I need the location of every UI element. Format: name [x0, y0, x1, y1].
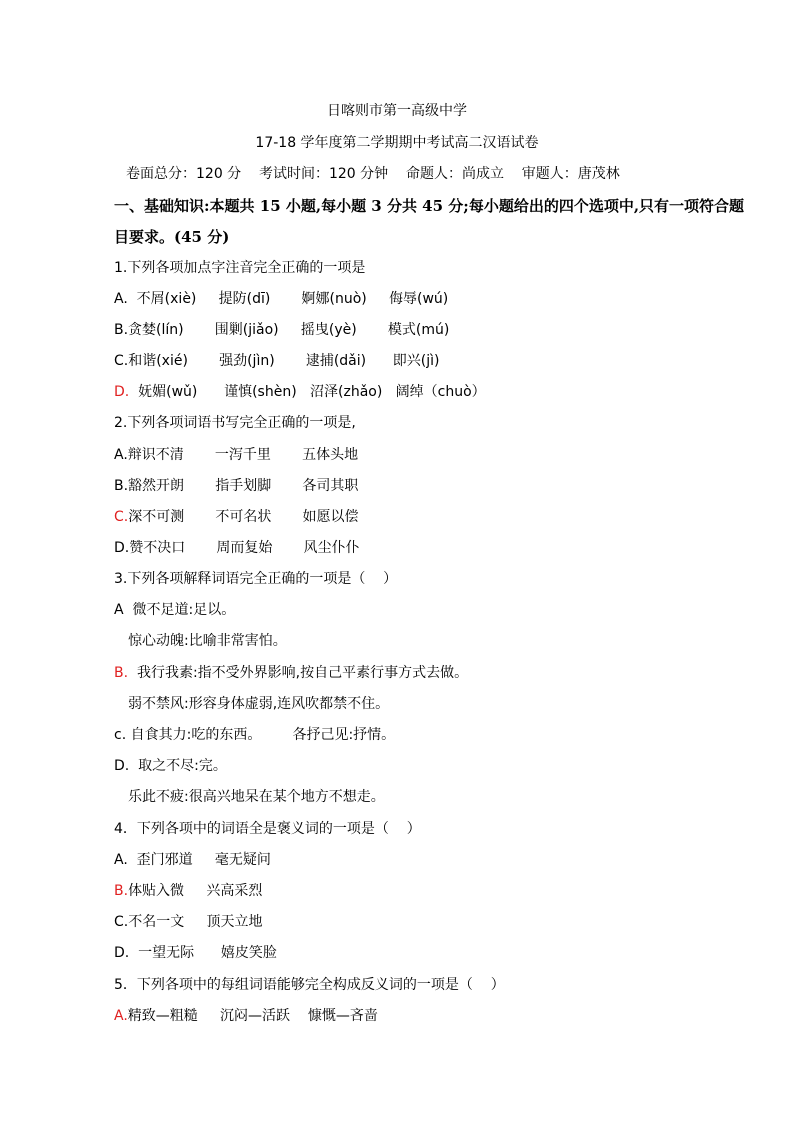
option-text: c. 自食其力:吃的东西。 各抒己见:抒情。	[114, 727, 396, 743]
school-name: 日喀则市第一高级中学	[327, 103, 467, 119]
answer-mark: A.	[114, 1008, 128, 1024]
option-line-answer	[114, 881, 262, 901]
option-text: C.不名一文 顶天立地	[114, 914, 263, 930]
option-text: 乐此不疲:很高兴地呆在某个地方不想走。	[128, 789, 385, 805]
option-line	[114, 850, 271, 870]
option-line	[114, 756, 227, 776]
option-text: 惊心动魄:比喻非常害怕。	[128, 633, 287, 649]
option-line	[114, 445, 358, 465]
option-text: D.赞不决口 周而复始 风尘仆仆	[114, 540, 360, 556]
option-text: 我行我素:指不受外界影响,按自己平素行事方式去做。	[128, 665, 469, 681]
answer-mark: B.	[114, 883, 129, 899]
option-line	[114, 476, 358, 496]
option-line	[114, 600, 235, 620]
question-stem: 5．下列各项中的每组词语能够完全构成反义词的一项是（ ）	[114, 977, 505, 993]
option-line-answer	[114, 382, 486, 402]
option-text: 弱不禁风:形容身体虚弱,连风吹都禁不住。	[128, 696, 390, 712]
exam-title: 17-18 学年度第二学期期中考试高二汉语试卷	[255, 135, 539, 151]
exam-info: 卷面总分：120 分 考试时间：120 分钟 命题人：尚成立 审题人：唐茂林	[126, 166, 620, 182]
question-stem: 1.下列各项加点字注音完全正确的一项是	[114, 260, 366, 276]
option-text: B.贪婪(lín) 围剿(jiǎo) 摇曳(yè) 模式(mú)	[114, 322, 450, 338]
option-text: 妩媚(wǔ) 谨慎(shèn) 沼泽(zhǎo) 阔绰（chuò）	[129, 384, 486, 400]
option-text: D. 取之不尽:完。	[114, 758, 227, 774]
option-line	[114, 912, 262, 932]
option-line	[114, 289, 448, 309]
answer-mark: B.	[114, 665, 129, 681]
option-text: A 微不足道:足以。	[114, 602, 236, 618]
option-line	[114, 320, 449, 340]
option-line	[128, 787, 385, 807]
option-text: 精致—粗糙 沉闷—活跃 慷慨—吝啬	[127, 1008, 378, 1024]
option-text: C.和谐(xié) 强劲(jìn) 逮捕(dǎi) 即兴(jì)	[114, 353, 440, 369]
question-stem: 4．下列各项中的词语全是褒义词的一项是（ ）	[114, 821, 421, 837]
option-text: A. 歪门邪道 毫无疑问	[114, 852, 271, 868]
option-line	[128, 631, 287, 651]
option-text: 深不可测 不可名状 如愿以偿	[128, 509, 359, 525]
option-text: 体贴入微 兴高采烈	[128, 883, 263, 899]
option-line-answer	[114, 663, 468, 683]
question-stem: 2.下列各项词语书写完全正确的一项是,	[114, 415, 356, 431]
answer-mark: D.	[114, 384, 130, 400]
answer-mark: C.	[114, 509, 129, 525]
section-heading: 一、基础知识:本题共 15 小题,每小题 3 分共 45 分;每小题给出的四个选项中,只有一项符合题	[114, 197, 745, 215]
section-heading-cont: 目要求。(45 分)	[114, 228, 230, 246]
option-line	[114, 351, 440, 371]
option-line	[128, 694, 389, 714]
option-line	[114, 538, 360, 558]
option-text: B.豁然开朗 指手划脚 各司其职	[114, 478, 359, 494]
option-line	[114, 725, 395, 745]
question-stem: 3.下列各项解释词语完全正确的一项是（ ）	[114, 571, 398, 587]
option-text: A.辩识不清 一泻千里 五体头地	[114, 447, 359, 463]
option-text: D. 一望无际 嬉皮笑脸	[114, 945, 277, 961]
option-line-answer	[114, 507, 359, 527]
option-line	[114, 943, 277, 963]
option-line-answer	[114, 1006, 378, 1026]
option-text: A. 不屑(xiè) 提防(dī) 婀娜(nuò) 侮辱(wú)	[114, 291, 449, 307]
